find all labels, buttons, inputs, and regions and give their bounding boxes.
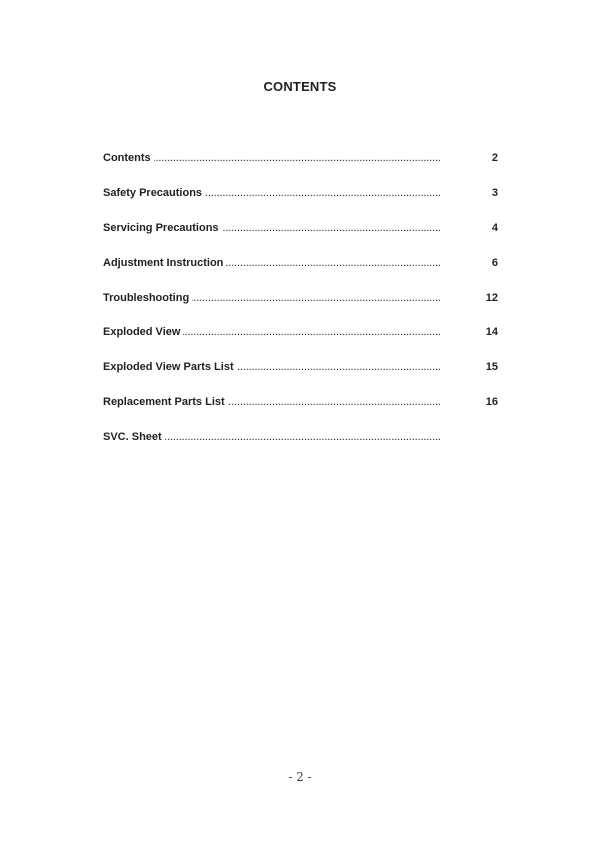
toc-entry-label: Replacement Parts List: [103, 395, 228, 409]
toc-entry-page: 16: [485, 396, 498, 409]
toc-entry-label: Exploded View Parts List: [103, 360, 237, 374]
toc-entry-page: 15: [485, 361, 498, 374]
toc-entry-exploded-view[interactable]: [103, 325, 498, 339]
toc-entry-label: SVC. Sheet: [103, 430, 165, 444]
toc-entry-label: Exploded View: [103, 325, 183, 339]
toc-entry-label: Troubleshooting: [103, 291, 192, 305]
table-of-contents: [103, 151, 498, 465]
toc-entry-adjustment-instruction[interactable]: [103, 256, 498, 270]
toc-entry-servicing-precautions[interactable]: [103, 221, 498, 235]
toc-entry-label: Safety Precautions: [103, 186, 205, 200]
toc-entry-exploded-view-parts-list[interactable]: [103, 360, 498, 374]
toc-entry-page: 12: [485, 291, 498, 304]
toc-entry-page: 3: [491, 186, 498, 199]
toc-entry-svc-sheet[interactable]: [103, 430, 498, 444]
toc-entry-replacement-parts-list[interactable]: [103, 395, 498, 409]
toc-entry-page: 14: [485, 326, 498, 339]
toc-entry-label: Contents: [103, 151, 154, 165]
toc-entry-label: Servicing Precautions: [103, 221, 222, 235]
toc-entry-safety-precautions[interactable]: [103, 186, 498, 200]
toc-entry-troubleshooting[interactable]: [103, 291, 498, 305]
toc-entry-label: Adjustment Instruction: [103, 256, 226, 270]
toc-entry-page: 6: [491, 256, 498, 269]
toc-entry-page: 4: [491, 221, 498, 234]
page-number: - 2 -: [288, 770, 312, 784]
toc-entry-page: 2: [491, 152, 498, 164]
page-title: CONTENTS: [263, 79, 337, 94]
toc-entry-contents[interactable]: [103, 151, 498, 165]
